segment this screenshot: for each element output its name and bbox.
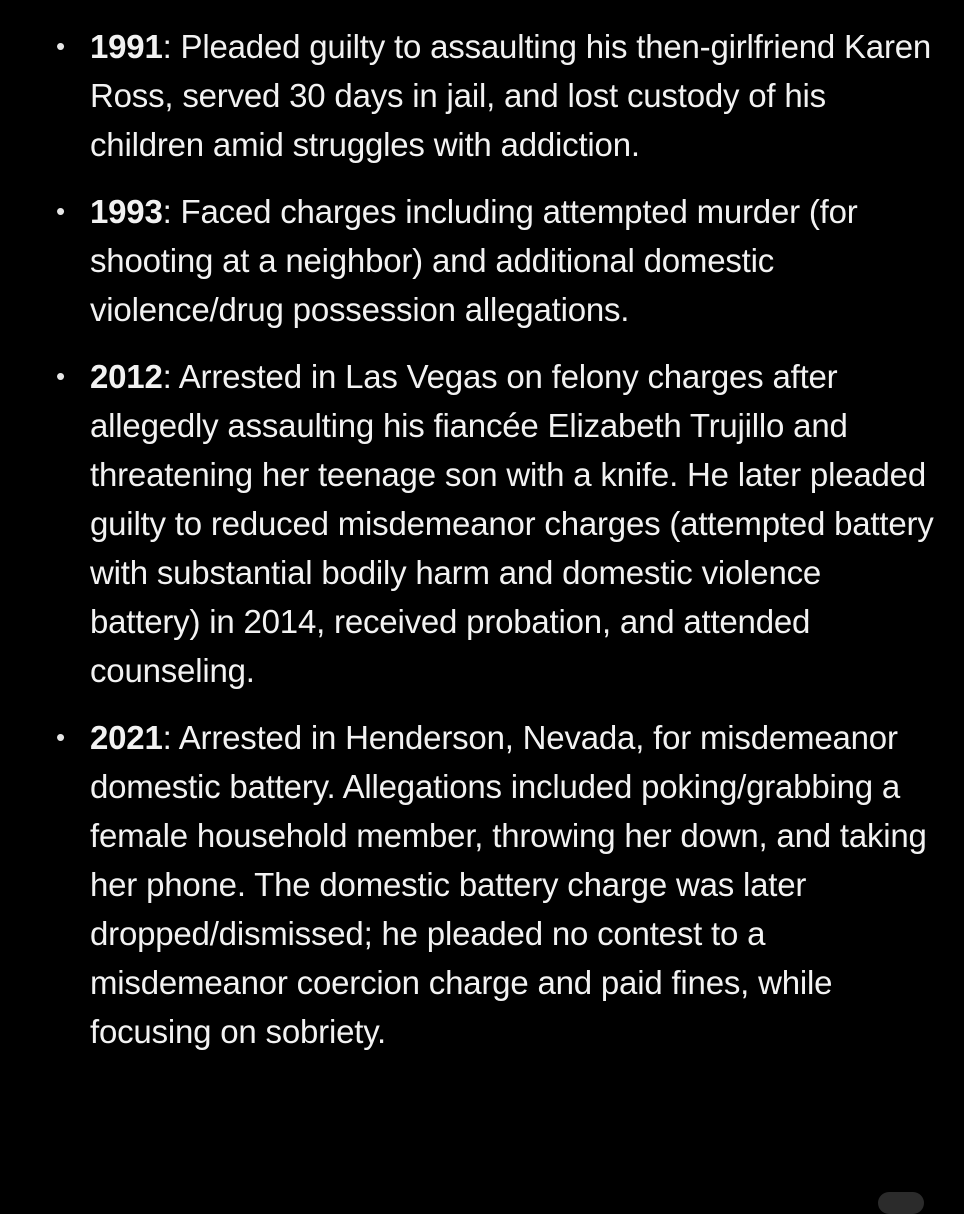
scroll-button[interactable] [878, 1192, 924, 1214]
entry-separator: : [162, 358, 172, 395]
entry-separator: : [162, 719, 172, 756]
entry-text: Arrested in Henderson, Nevada, for misdemeanor domestic battery. Allegations included poking/grabbing a female household member, throwing her down, and taking her phone. The domestic battery charge was later dropped/dismissed; he pleaded no contest to a misdemeanor coercion charge and paid fines, while focusing on sobriety. [90, 719, 927, 1050]
timeline-list [0, 22, 964, 1074]
entry-text: Arrested in Las Vegas on felony charges after allegedly assaulting his fiancée Elizabeth Trujillo and threatening her teenage son with a knife. He later pleaded guilty to reduced misdemeanor charges (attempted battery with substantial bodily harm and domestic violence battery) in 2014, received probation, and attended counseling. [90, 358, 934, 689]
entry-year: 2012 [90, 358, 163, 395]
timeline-entry-2021 [0, 713, 964, 1056]
entry-text: Faced charges including attempted murder (for shooting at a neighbor) and additional domestic violence/drug possession allegations. [90, 193, 858, 328]
bullet-icon: • [56, 722, 65, 752]
entry-text: Pleaded guilty to assaulting his then-girlfriend Karen Ross, served 30 days in jail, and lost custody of his children amid struggles with addiction. [90, 28, 932, 163]
timeline-entry-2012 [0, 352, 964, 695]
bullet-icon: • [56, 196, 65, 226]
entry-separator: : [162, 193, 172, 230]
entry-year: 1991 [90, 28, 163, 65]
entry-separator: : [162, 28, 172, 65]
bullet-icon: • [56, 361, 65, 391]
bullet-icon: • [56, 31, 65, 61]
entry-year: 1993 [90, 193, 163, 230]
timeline-entry-1991 [0, 22, 964, 169]
entry-year: 2021 [90, 719, 163, 756]
timeline-entry-1993 [0, 187, 964, 334]
